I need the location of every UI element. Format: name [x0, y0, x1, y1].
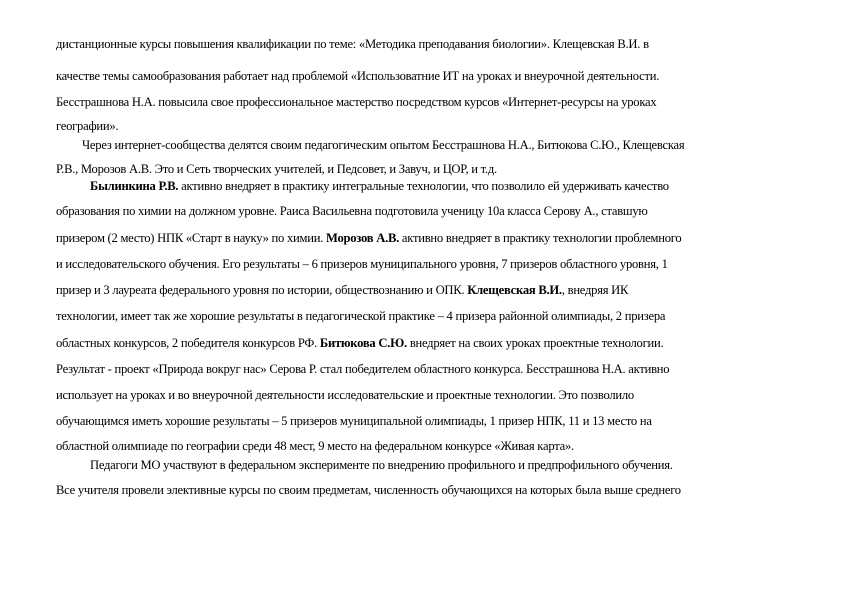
text-span: Р.В., Морозов А.В. Это и Сеть творческих учителей, и Педсовет, и Завуч, и ЦОР, и т.д. [56, 162, 497, 176]
text-span: Через интернет-сообщества делятся своим педагогическим опытом Бесстрашнова Н.А., Битюкова С.Ю., Клещевская [82, 138, 685, 152]
text-span: активно внедряет в практику технологии проблемного [399, 231, 682, 245]
text-span: обучающимся иметь хорошие результаты – 5 призеров муниципальной олимпиады, 1 призер НПК, 11 и 13 место на [56, 414, 652, 428]
text-line [90, 457, 673, 473]
text-span: Педагоги МО участвуют в федеральном эксперименте по внедрению профильного и предпрофильного обучения. [90, 458, 673, 472]
text-line [56, 94, 656, 110]
text-line [56, 118, 118, 134]
text-span: географии». [56, 119, 119, 133]
text-line [56, 335, 663, 351]
text-span: дистанционные курсы повышения квалификации по теме: «Методика преподавания биологии». Клещевская В.И. в [56, 37, 649, 51]
teacher-name: Битюкова С.Ю. [319, 336, 407, 350]
text-span: и исследовательского обучения. Его результаты – 6 призеров муниципального уровня, 7 призеров областного уровня, 1 [56, 257, 668, 271]
text-line [56, 387, 634, 403]
text-span: призером (2 место) НПК «Старт в науку» по химии. [56, 231, 326, 245]
text-span: образования по химии на должном уровне. Раиса Васильевна подготовила ученицу 10а класса Серову А., ставшую [56, 204, 648, 218]
text-line [56, 282, 628, 298]
text-line [56, 256, 668, 272]
text-span: призер и 3 лауреата федерального уровня по истории, обществознанию и ОПК. [56, 283, 468, 297]
text-line [56, 68, 659, 84]
text-span: Результат - проект «Природа вокруг нас» Серова Р. стал победителем областного конкурса. Бесстрашнова Н.А. активно [56, 362, 670, 376]
text-line [82, 137, 684, 153]
text-span: , внедряя ИК [561, 283, 629, 297]
text-span: внедряет на своих уроках проектные технологии. [406, 336, 664, 350]
text-span: областной олимпиаде по географии среди 48 мест, 9 место на федеральном конкурсе «Живая карта». [56, 439, 574, 453]
text-span: Бесстрашнова Н.А. повысила свое профессиональное мастерство посредством курсов «Интернет-ресурсы на уроках [56, 95, 657, 109]
text-line [56, 438, 574, 454]
teacher-name: Былинкина [90, 179, 159, 193]
text-line [56, 413, 652, 429]
text-span: активно внедряет в практику интегральные технологии, что позволило ей удерживать качество [178, 179, 669, 193]
text-span: Все учителя провели элективные курсы по своим предметам, численность обучающихся на которых была выше среднего [56, 483, 681, 497]
text-line [56, 36, 649, 52]
text-line [90, 178, 669, 194]
text-span: технологии, имеет так же хорошие результаты в педагогической практике – 4 призера районной олимпиады, 2 призера [56, 309, 666, 323]
text-span: областных конкурсов, 2 победителя конкурсов РФ. [56, 336, 320, 350]
teacher-initials: Р.В. [158, 179, 179, 193]
teacher-name: Клещевская В.И. [467, 283, 562, 297]
text-line [56, 230, 681, 246]
text-line [56, 308, 665, 324]
text-span: качестве темы самообразования работает над проблемой «Использоватние ИТ на уроках и внеурочной деятельности. [56, 69, 660, 83]
teacher-name: Морозов А.В. [325, 231, 400, 245]
text-span: использует на уроках и во внеурочной деятельности исследовательские и проектные технологии. Это позволило [56, 388, 634, 402]
text-line [56, 482, 681, 498]
text-line [56, 161, 497, 177]
text-line [56, 203, 648, 219]
text-line [56, 361, 669, 377]
